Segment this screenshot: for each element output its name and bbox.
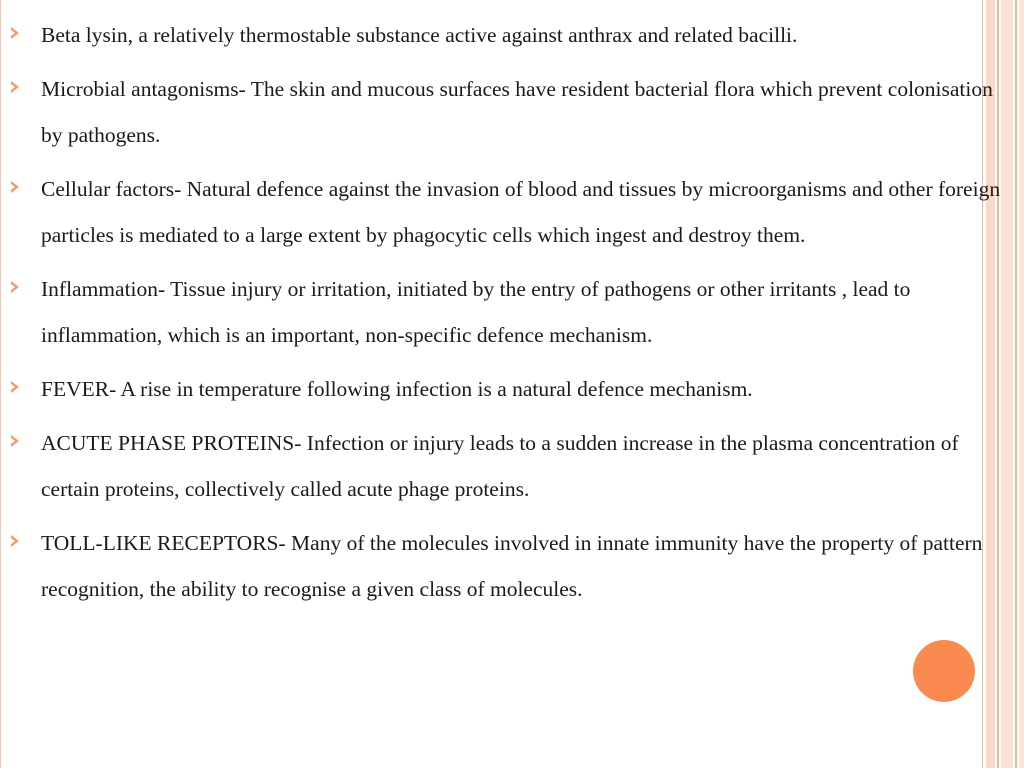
bullet-text: TOLL-LIKE RECEPTORS- Many of the molecules involved in innate immunity have the property of pattern recognition, the ability to recognise a given class of molecules. <box>41 531 983 601</box>
bullet-text: Inflammation- Tissue injury or irritation, initiated by the entry of pathogens or other irritants , lead to inflammation, which is an important, non-specific defence mechanism. <box>41 277 911 347</box>
list-item <box>0 420 1010 512</box>
arrow-bullet-icon <box>11 181 19 193</box>
list-item <box>0 366 1010 412</box>
list-item <box>0 12 1010 58</box>
bullet-list <box>0 12 1010 612</box>
bullet-text: Cellular factors- Natural defence against the invasion of blood and tissues by microorganisms and other foreign particles is mediated to a large extent by phagocytic cells which ingest and destroy them. <box>41 177 1001 247</box>
arrow-bullet-icon <box>11 435 19 447</box>
right-decorative-stripe <box>1019 0 1024 768</box>
bullet-text: FEVER- A rise in temperature following infection is a natural defence mechanism. <box>41 377 753 401</box>
slide-content <box>0 12 1010 620</box>
bullet-text: Beta lysin, a relatively thermostable substance active against anthrax and related bacilli. <box>41 23 798 47</box>
list-item <box>0 66 1010 158</box>
decorative-circle <box>913 640 975 702</box>
arrow-bullet-icon <box>11 381 19 393</box>
arrow-bullet-icon <box>11 281 19 293</box>
bullet-text: Microbial antagonisms- The skin and mucous surfaces have resident bacterial flora which prevent colonisation by pathogens. <box>41 77 993 147</box>
list-item <box>0 266 1010 358</box>
right-decorative-stripe <box>1015 0 1017 768</box>
list-item <box>0 166 1010 258</box>
arrow-bullet-icon <box>11 27 19 39</box>
arrow-bullet-icon <box>11 535 19 547</box>
arrow-bullet-icon <box>11 81 19 93</box>
list-item <box>0 520 1010 612</box>
bullet-text: ACUTE PHASE PROTEINS- Infection or injury leads to a sudden increase in the plasma concentration of certain proteins, collectively called acute phage proteins. <box>41 431 959 501</box>
